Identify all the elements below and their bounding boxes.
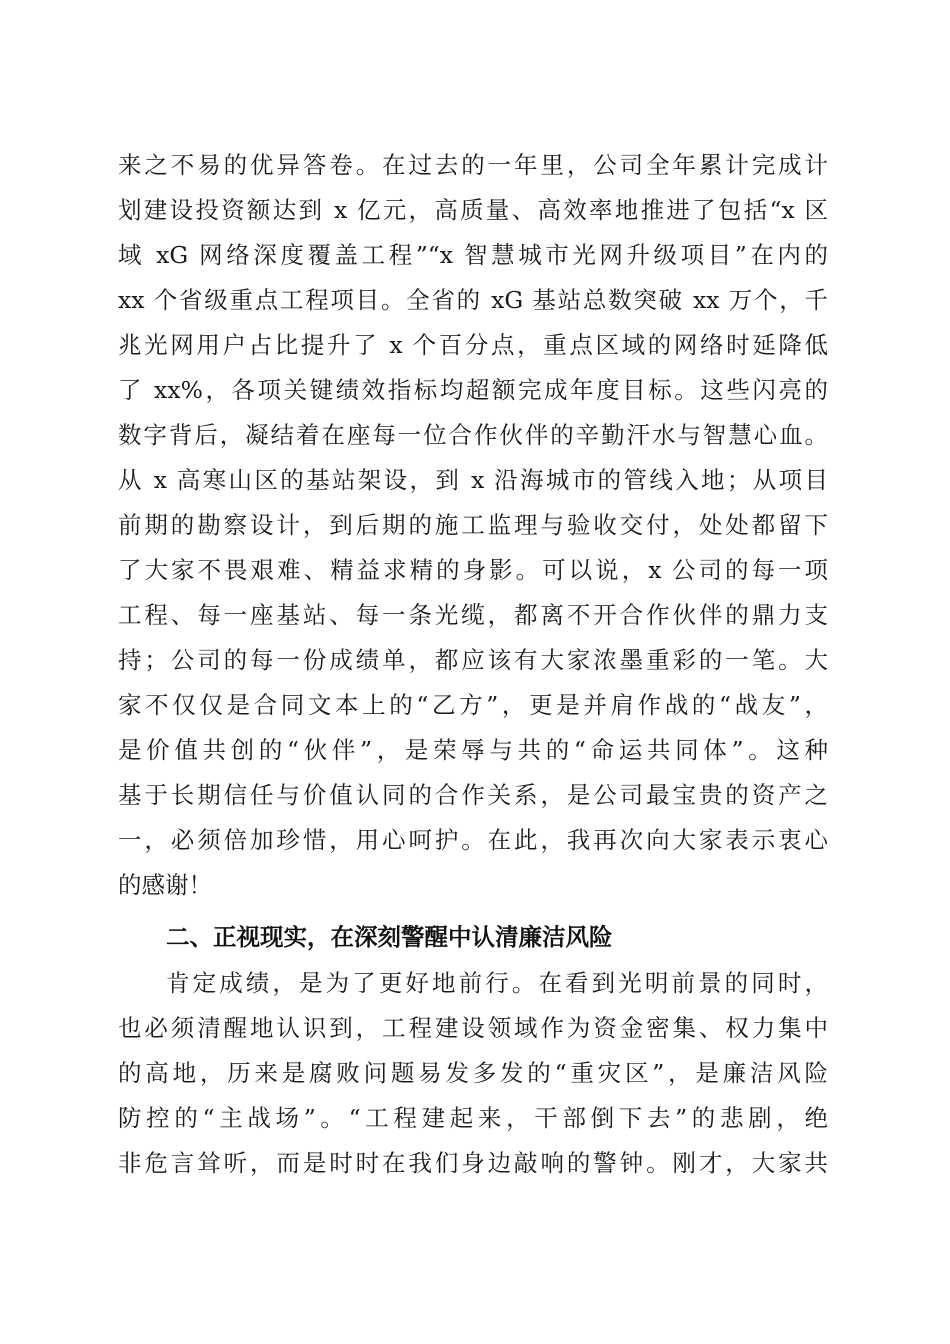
text-line: 持；公司的每一份成绩单，都应该有大家浓墨重彩的一笔。大 bbox=[118, 646, 828, 674]
text-line: 非危言耸听，而是时时在我们身边敲响的警钟。刚才，大家共 bbox=[118, 1149, 828, 1177]
text-line: 域 xG 网络深度覆盖工程”“x 智慧城市光网升级项目”在内的 bbox=[118, 241, 828, 269]
text-line: 的感谢！ bbox=[118, 871, 212, 899]
text-line: 的高地，历来是腐败问题易发多发的“重灾区”，是廉洁风险 bbox=[118, 1059, 828, 1087]
text-line: 数字背后，凝结着在座每一位合作伙伴的辛勤汗水与智慧心血。 bbox=[118, 421, 828, 449]
text-line: xx 个省级重点工程项目。全省的 xG 基站总数突破 xx 万个，千 bbox=[118, 286, 828, 314]
text-line: 是价值共创的“伙伴”，是荣辱与共的“命运共同体”。这种 bbox=[118, 736, 828, 764]
text-line: 前期的勘察设计，到后期的施工监理与验收交付，处处都留下 bbox=[118, 511, 828, 539]
text-line: 兆光网用户占比提升了 x 个百分点，重点区域的网络时延降低 bbox=[118, 331, 828, 359]
paragraph-1 bbox=[118, 143, 828, 908]
text-line: 了 xx%，各项关键绩效指标均超额完成年度目标。这些闪亮的 bbox=[118, 376, 828, 404]
document-body bbox=[118, 143, 828, 1186]
section-heading: 二、正视现实，在深刻警醒中认清廉洁风险 bbox=[166, 923, 613, 951]
text-line: 防控的“主战场”。“工程建起来，干部倒下去”的悲剧，绝 bbox=[118, 1104, 828, 1132]
text-line: 来之不易的优异答卷。在过去的一年里，公司全年累计完成计 bbox=[118, 151, 828, 179]
text-line: 也必须清醒地认识到，工程建设领域作为资金密集、权力集中 bbox=[118, 1014, 828, 1042]
text-line: 工程、每一座基站、每一条光缆，都离不开合作伙伴的鼎力支 bbox=[118, 601, 828, 629]
text-line: 一，必须倍加珍惜，用心呵护。在此，我再次向大家表示衷心 bbox=[118, 826, 828, 854]
paragraph-2 bbox=[118, 961, 828, 1186]
text-line: 肯定成绩，是为了更好地前行。在看到光明前景的同时， bbox=[166, 969, 828, 997]
text-line: 基于长期信任与价值认同的合作关系，是公司最宝贵的资产之 bbox=[118, 781, 828, 809]
text-line: 划建设投资额达到 x 亿元，高质量、高效率地推进了包括“x 区 bbox=[118, 196, 828, 224]
text-line: 从 x 高寒山区的基站架设，到 x 沿海城市的管线入地；从项目 bbox=[118, 466, 828, 494]
text-line: 了大家不畏艰难、精益求精的身影。可以说，x 公司的每一项 bbox=[118, 556, 828, 584]
text-line: 家不仅仅是合同文本上的“乙方”，更是并肩作战的“战友”， bbox=[118, 691, 828, 719]
